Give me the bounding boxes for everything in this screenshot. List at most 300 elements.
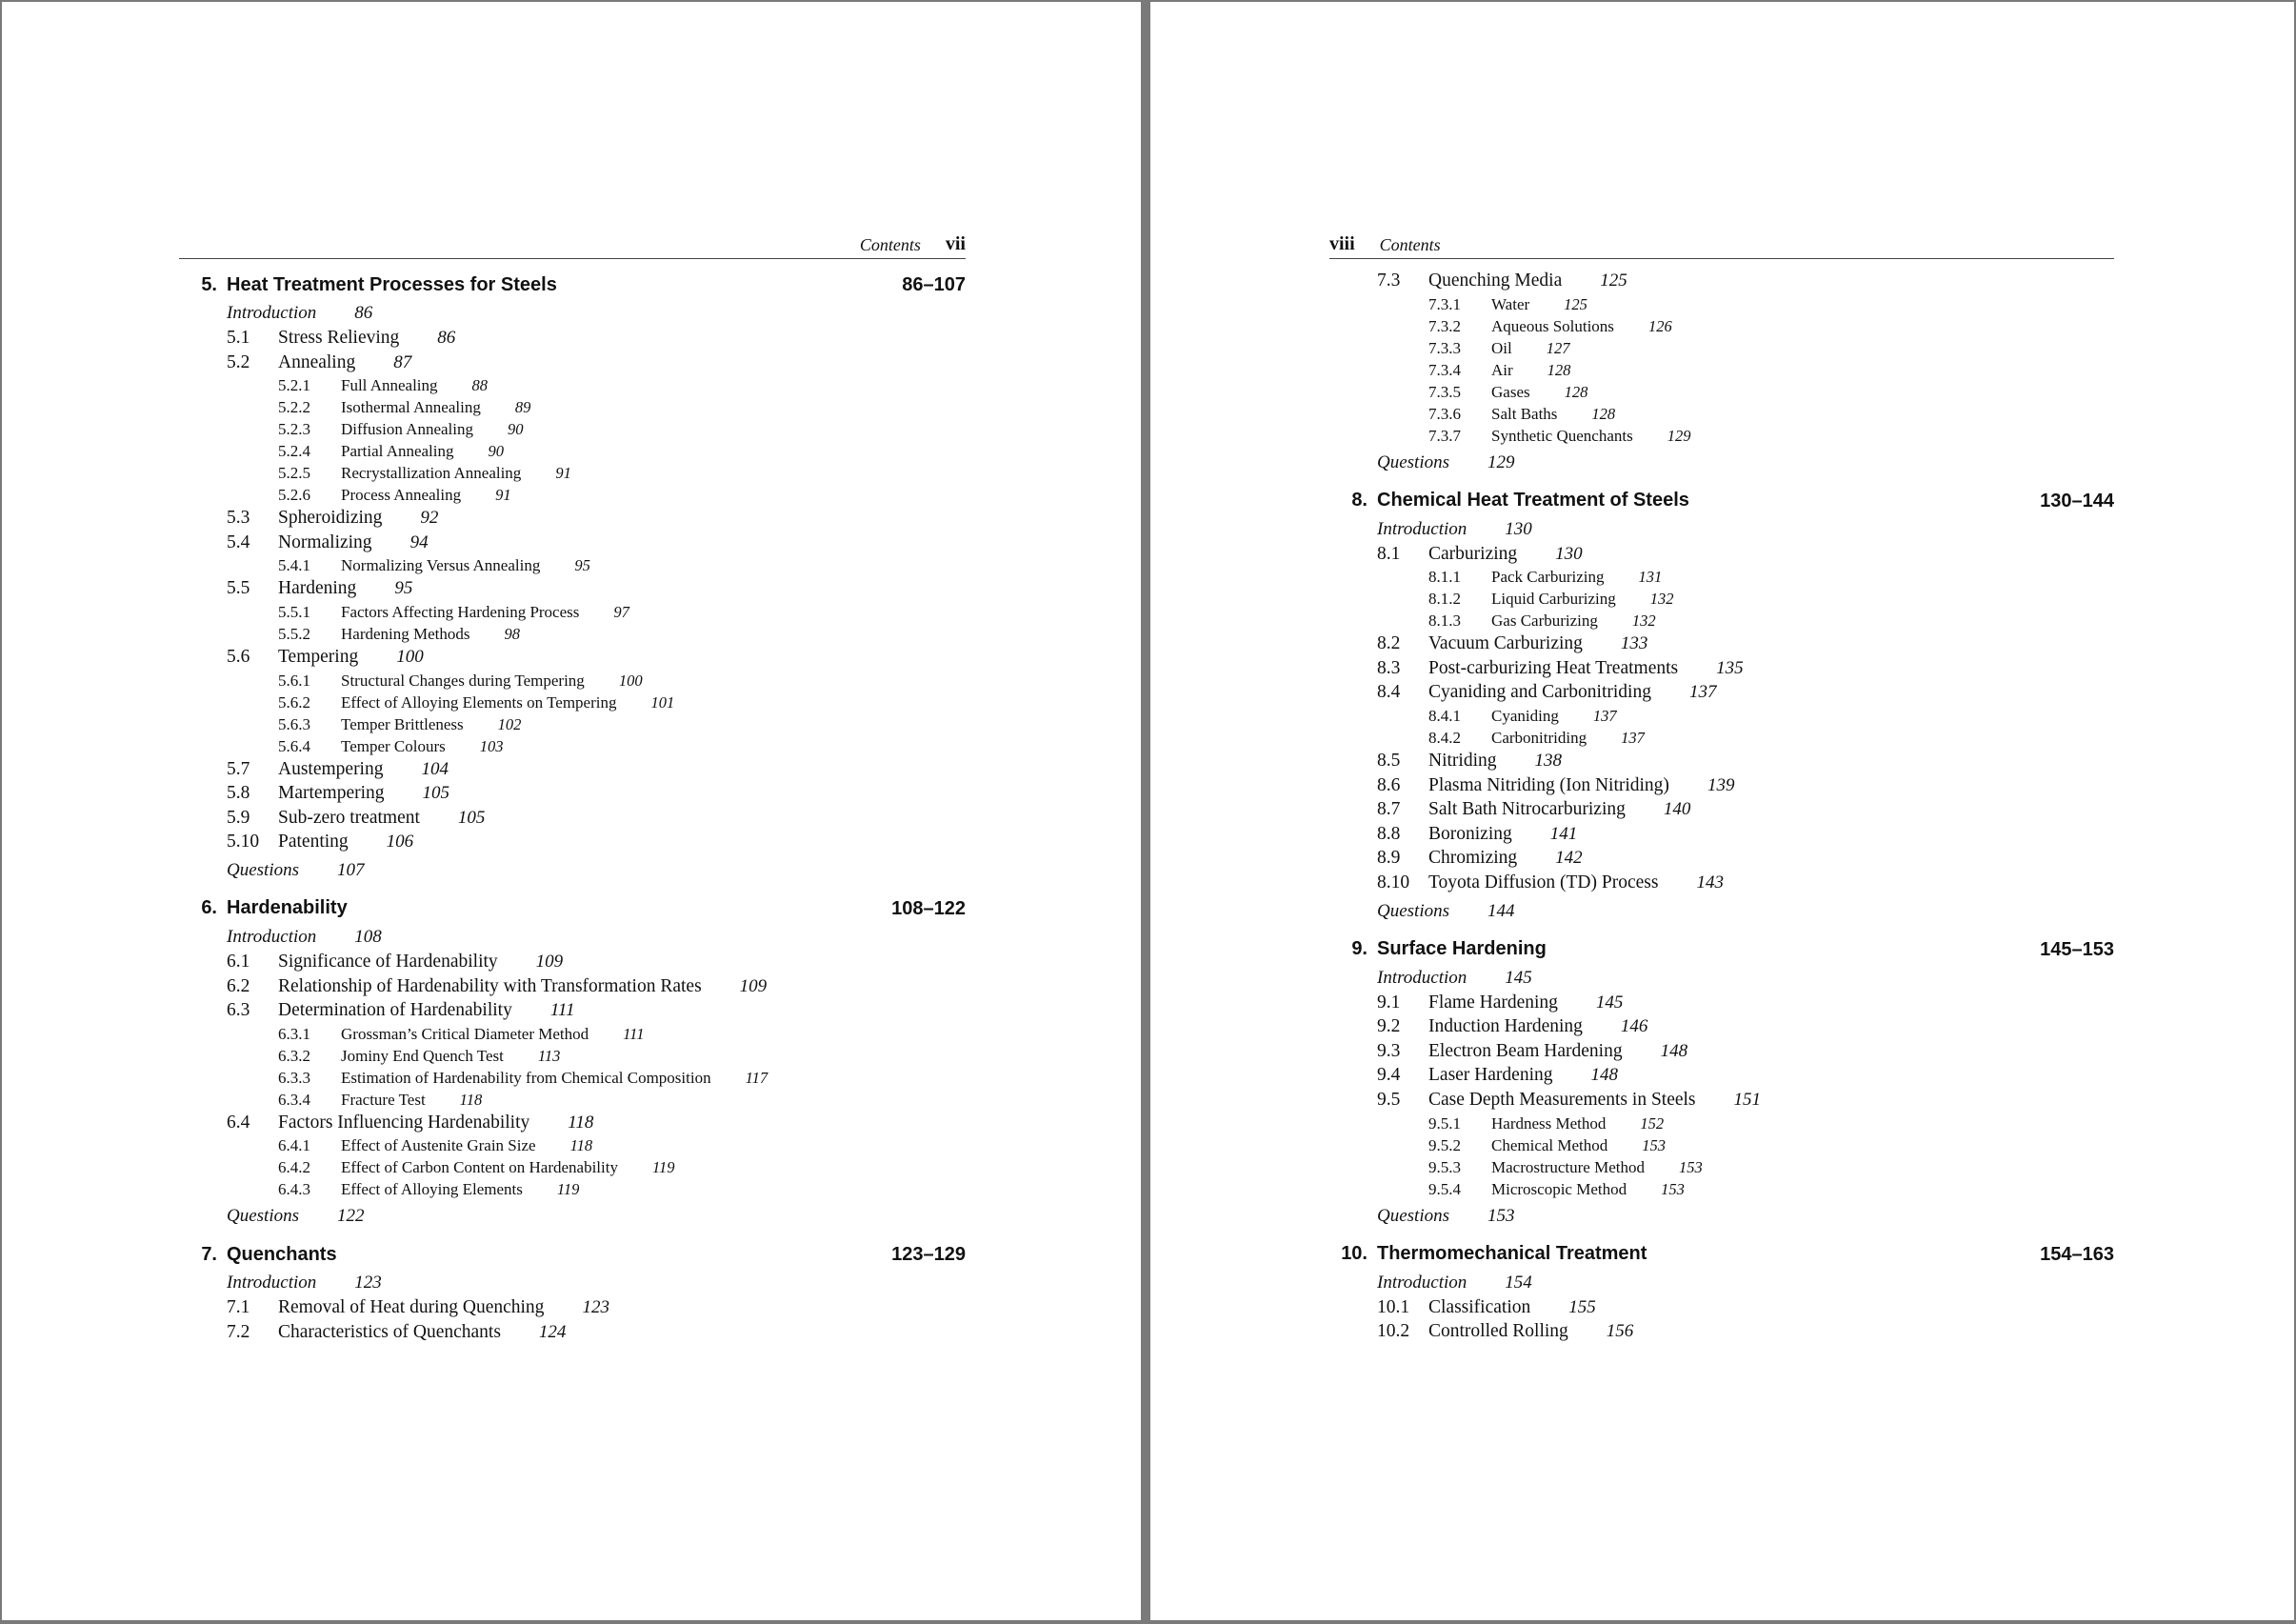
entry-page: 98: [504, 624, 521, 643]
entry-page: 119: [651, 1158, 675, 1177]
entry-title: Pack Carburizing: [1491, 568, 1605, 587]
entry-title: Normalizing: [278, 531, 372, 552]
entry-title: Removal of Heat during Quenching: [278, 1297, 545, 1318]
entry-number: 6.1: [227, 951, 250, 972]
toc-section: [179, 781, 966, 806]
entry-number: 5.5.2: [278, 624, 310, 643]
chapter-number: 5.: [201, 273, 217, 295]
chapter-title: Chemical Heat Treatment of Steels: [1377, 490, 1689, 511]
entry-page: 103: [479, 736, 504, 755]
entry-title: Normalizing Versus Annealing: [341, 556, 541, 575]
entry-title: Temper Colours: [341, 736, 446, 755]
toc-subsection: [179, 1067, 966, 1089]
toc-section: [179, 806, 966, 831]
toc-subsection: [179, 692, 966, 713]
entry-title: Estimation of Hardenability from Chemical Composition: [341, 1068, 711, 1087]
chapter-page-range: 145–153: [2040, 938, 2114, 960]
toc-subsection: [179, 484, 966, 506]
entry-title: Salt Baths: [1491, 404, 1558, 423]
toc-section: [1329, 632, 2114, 656]
toc-section: [1329, 1088, 2114, 1113]
entry-number: 5.2.4: [278, 442, 310, 461]
entry-number: 5.4.1: [278, 556, 310, 575]
entry-title: Stress Relieving: [278, 328, 400, 348]
entry-number: 7.3.5: [1428, 382, 1461, 401]
entry-page: 138: [1534, 750, 1562, 771]
entry-title: Annealing: [278, 351, 356, 372]
entry-title: Aqueous Solutions: [1491, 316, 1614, 335]
toc-subsection: [179, 1089, 966, 1111]
entry-title: Questions: [1377, 1205, 1449, 1226]
entry-page: 129: [1667, 426, 1691, 445]
page-number: viii: [1329, 233, 1355, 254]
entry-page: 128: [1564, 382, 1588, 401]
toc-section: [1329, 991, 2114, 1015]
chapter-title: Thermomechanical Treatment: [1377, 1243, 1647, 1264]
toc-questions: [1329, 899, 2114, 924]
entry-number: 9.4: [1377, 1065, 1401, 1086]
entry-number: 5.5: [227, 578, 250, 599]
entry-page: 153: [1661, 1179, 1685, 1198]
toc-subsection: [1329, 1178, 2114, 1200]
table-of-contents: [1329, 269, 2114, 1344]
entry-page: 125: [1600, 271, 1627, 291]
entry-title: Introduction: [227, 303, 317, 323]
entry-page: 139: [1707, 774, 1735, 795]
entry-title: Macrostructure Method: [1491, 1157, 1645, 1176]
entry-number: 7.2: [227, 1321, 250, 1342]
entry-number: 8.6: [1377, 774, 1401, 795]
entry-page: 101: [650, 692, 675, 712]
toc-introduction: [179, 925, 966, 950]
toc-subsection: [1329, 315, 2114, 337]
toc-subsection: [179, 670, 966, 692]
entry-number: 5.8: [227, 783, 250, 804]
toc-section: [179, 1295, 966, 1320]
entry-title: Effect of Carbon Content on Hardenability: [341, 1158, 618, 1177]
toc-section: [1329, 656, 2114, 681]
entry-page: 128: [1547, 360, 1571, 379]
entry-number: 6.4.1: [278, 1136, 310, 1155]
entry-title: Introduction: [227, 926, 317, 947]
entry-number: 5.6.3: [278, 714, 310, 733]
entry-title: Determination of Hardenability: [278, 1000, 512, 1021]
entry-page: 155: [1568, 1296, 1596, 1317]
toc-questions: [179, 1204, 966, 1229]
toc-subsection: [179, 1156, 966, 1178]
chapter-page-range: 130–144: [2040, 490, 2114, 511]
chapter-number: 10.: [1341, 1243, 1368, 1264]
entry-title: Questions: [1377, 451, 1449, 472]
entry-number: 6.3: [227, 1000, 250, 1021]
entry-number: 9.3: [1377, 1040, 1401, 1061]
entry-title: Martempering: [278, 783, 385, 804]
entry-page: 119: [556, 1180, 580, 1199]
toc-questions: [179, 858, 966, 883]
entry-page: 113: [537, 1046, 561, 1065]
toc-subsection: [1329, 1113, 2114, 1134]
entry-number: 8.3: [1377, 657, 1401, 678]
entry-title: Cyaniding: [1491, 706, 1559, 725]
entry-page: 95: [394, 578, 413, 599]
entry-title: Tempering: [278, 646, 359, 667]
entry-number: 5.6.1: [278, 671, 310, 690]
entry-number: 5.2.6: [278, 486, 310, 505]
entry-number: 7.3.3: [1428, 338, 1461, 357]
toc-subsection: [179, 1023, 966, 1045]
toc-section: [179, 326, 966, 351]
toc-subsection: [1329, 1156, 2114, 1178]
toc-subsection: [179, 374, 966, 396]
chapter-page-range: 154–163: [2040, 1243, 2114, 1265]
entry-page: 90: [507, 420, 524, 439]
right-page: [1150, 2, 2294, 1620]
entry-page: 118: [568, 1112, 594, 1133]
entry-title: Process Annealing: [341, 486, 462, 505]
toc-subsection: [1329, 425, 2114, 447]
toc-section: [1329, 680, 2114, 705]
entry-title: Oil: [1491, 338, 1512, 357]
entry-number: 6.4: [227, 1112, 250, 1133]
entry-number: 6.4.2: [278, 1158, 310, 1177]
toc-subsection: [1329, 588, 2114, 610]
entry-number: 5.2.1: [278, 376, 310, 395]
toc-section: [1329, 1319, 2114, 1344]
toc-section: [1329, 822, 2114, 847]
entry-page: 105: [457, 807, 486, 828]
entry-page: 137: [1621, 728, 1645, 747]
entry-title: Electron Beam Hardening: [1428, 1040, 1623, 1061]
chapter-title: Heat Treatment Processes for Steels: [227, 273, 557, 295]
entry-title: Salt Bath Nitrocarburizing: [1428, 799, 1626, 820]
entry-page: 140: [1663, 799, 1691, 820]
entry-page: 130: [1555, 543, 1583, 564]
entry-number: 8.4.1: [1428, 706, 1461, 725]
entry-page: 94: [409, 531, 429, 552]
entry-page: 105: [422, 783, 450, 804]
entry-title: Quenching Media: [1428, 271, 1563, 291]
entry-number: 8.1.1: [1428, 568, 1461, 587]
entry-title: Relationship of Hardenability with Transformation Rates: [278, 975, 702, 996]
entry-number: 6.3.1: [278, 1024, 310, 1043]
toc-subsection: [179, 623, 966, 645]
entry-title: Hardening Methods: [341, 624, 470, 643]
toc-subsection: [179, 462, 966, 484]
entry-page: 88: [471, 376, 489, 395]
entry-number: 8.7: [1377, 799, 1401, 820]
entry-page: 135: [1716, 657, 1744, 678]
entry-number: 6.4.3: [278, 1180, 310, 1199]
entry-title: Flame Hardening: [1428, 992, 1558, 1012]
entry-page: 127: [1546, 338, 1570, 357]
entry-number: 5.2.3: [278, 420, 310, 439]
entry-number: 8.5: [1377, 750, 1401, 771]
entry-title: Spheroidizing: [278, 508, 383, 529]
entry-title: Fracture Test: [341, 1090, 426, 1109]
toc-chapter: [1329, 933, 2114, 966]
entry-page: 137: [1592, 706, 1617, 725]
entry-title: Significance of Hardenability: [278, 951, 498, 972]
page-header: [179, 231, 966, 259]
entry-page: 128: [1591, 404, 1616, 423]
toc-section: [179, 1320, 966, 1345]
entry-title: Post-carburizing Heat Treatments: [1428, 657, 1679, 678]
chapter-number: 8.: [1351, 490, 1368, 511]
toc-subsection: [179, 1178, 966, 1200]
entry-number: 9.5.4: [1428, 1179, 1461, 1198]
entry-title: Introduction: [1377, 518, 1467, 539]
toc-chapter: [179, 269, 966, 301]
entry-title: Questions: [1377, 900, 1449, 921]
toc-section: [179, 757, 966, 782]
toc-section: [179, 531, 966, 555]
entry-number: 5.1: [227, 328, 250, 348]
toc-section: [179, 974, 966, 999]
entry-page: 90: [488, 442, 505, 461]
entry-number: 10.1: [1377, 1296, 1410, 1317]
entry-title: Sub-zero treatment: [278, 807, 420, 828]
entry-page: 141: [1549, 823, 1578, 844]
toc-subsection: [179, 713, 966, 735]
entry-page: 108: [354, 926, 382, 947]
entry-number: 5.2.5: [278, 464, 310, 483]
entry-page: 117: [745, 1068, 769, 1087]
chapter-number: 9.: [1351, 938, 1368, 960]
entry-page: 151: [1733, 1089, 1762, 1110]
running-head: Contents: [859, 235, 921, 254]
entry-page: 145: [1595, 992, 1624, 1012]
entry-number: 6.3.3: [278, 1068, 310, 1087]
chapter-title: Hardenability: [227, 897, 348, 919]
entry-page: 123: [354, 1273, 382, 1293]
entry-title: Full Annealing: [341, 376, 438, 395]
entry-title: Chromizing: [1428, 848, 1518, 869]
entry-page: 87: [393, 351, 412, 372]
toc-subsection: [179, 1045, 966, 1067]
entry-title: Structural Changes during Tempering: [341, 671, 585, 690]
entry-number: 5.2.2: [278, 398, 310, 417]
toc-section: [1329, 269, 2114, 293]
entry-title: Jominy End Quench Test: [341, 1046, 504, 1065]
toc-subsection: [1329, 293, 2114, 315]
entry-page: 156: [1606, 1321, 1634, 1342]
toc-chapter: [1329, 485, 2114, 517]
entry-page: 144: [1487, 900, 1515, 921]
entry-number: 8.10: [1377, 872, 1410, 892]
entry-page: 118: [569, 1136, 593, 1155]
entry-title: Air: [1491, 360, 1513, 379]
toc-section: [179, 1111, 966, 1135]
entry-title: Laser Hardening: [1428, 1065, 1553, 1086]
entry-number: 9.5: [1377, 1089, 1401, 1110]
toc-introduction: [179, 1271, 966, 1295]
entry-number: 6.2: [227, 975, 250, 996]
entry-number: 8.4: [1377, 682, 1401, 703]
entry-page: 109: [535, 951, 564, 972]
entry-title: Microscopic Method: [1491, 1179, 1627, 1198]
entry-title: Nitriding: [1428, 750, 1497, 771]
entry-number: 5.7: [227, 758, 250, 779]
entry-number: 7.3.4: [1428, 360, 1461, 379]
toc-questions: [1329, 451, 2114, 475]
toc-subsection: [1329, 403, 2114, 425]
entry-title: Introduction: [227, 1273, 317, 1293]
entry-title: Chemical Method: [1491, 1135, 1608, 1154]
toc-section: [1329, 1063, 2114, 1088]
toc-section: [1329, 871, 2114, 895]
entry-page: 153: [1487, 1205, 1515, 1226]
entry-title: Factors Influencing Hardenability: [278, 1112, 530, 1133]
entry-page: 124: [538, 1321, 567, 1342]
entry-number: 7.3.2: [1428, 316, 1461, 335]
entry-page: 153: [1642, 1135, 1667, 1154]
entry-page: 102: [497, 714, 522, 733]
entry-page: 100: [396, 646, 424, 667]
entry-title: Carbonitriding: [1491, 728, 1587, 747]
entry-title: Hardening: [278, 578, 357, 599]
toc-subsection: [179, 418, 966, 440]
toc-introduction: [1329, 966, 2114, 991]
entry-title: Grossman’s Critical Diameter Method: [341, 1024, 589, 1043]
toc-chapter: [179, 892, 966, 925]
table-of-contents: [179, 269, 966, 1345]
entry-page: 89: [514, 398, 531, 417]
toc-section: [1329, 1295, 2114, 1320]
entry-number: 9.5.3: [1428, 1157, 1461, 1176]
entry-number: 5.3: [227, 508, 250, 529]
entry-title: Diffusion Annealing: [341, 420, 473, 439]
entry-page: 153: [1678, 1157, 1703, 1176]
entry-page: 91: [495, 486, 511, 505]
entry-number: 8.1.3: [1428, 612, 1461, 631]
entry-title: Effect of Austenite Grain Size: [341, 1136, 536, 1155]
toc-section: [1329, 846, 2114, 871]
entry-page: 86: [437, 328, 456, 348]
toc-section: [179, 830, 966, 854]
entry-title: Introduction: [1377, 967, 1467, 988]
entry-page: 146: [1620, 1016, 1648, 1037]
entry-title: Liquid Carburizing: [1491, 590, 1616, 609]
entry-page: 118: [459, 1090, 483, 1109]
entry-title: Vacuum Carburizing: [1428, 633, 1583, 654]
entry-title: Plasma Nitriding (Ion Nitriding): [1428, 774, 1669, 795]
toc-subsection: [1329, 610, 2114, 632]
toc-subsection: [1329, 337, 2114, 359]
entry-page: 129: [1487, 451, 1515, 472]
toc-subsection: [1329, 566, 2114, 588]
entry-page: 95: [574, 556, 590, 575]
entry-title: Gases: [1491, 382, 1530, 401]
entry-page: 142: [1555, 848, 1583, 869]
entry-page: 111: [623, 1024, 645, 1043]
entry-number: 8.8: [1377, 823, 1401, 844]
entry-page: 132: [1649, 590, 1674, 609]
entry-page: 130: [1505, 518, 1532, 539]
entry-number: 5.6.2: [278, 692, 310, 712]
entry-page: 104: [421, 758, 449, 779]
toc-subsection: [1329, 381, 2114, 403]
entry-number: 5.5.1: [278, 602, 310, 621]
entry-page: 111: [549, 1000, 575, 1021]
chapter-number: 6.: [201, 897, 217, 919]
chapter-page-range: 123–129: [891, 1244, 966, 1266]
entry-number: 9.2: [1377, 1016, 1401, 1037]
toc-subsection: [179, 554, 966, 576]
entry-number: 5.6.4: [278, 736, 310, 755]
toc-introduction: [1329, 517, 2114, 542]
entry-title: Recrystallization Annealing: [341, 464, 522, 483]
toc-section: [179, 576, 966, 601]
entry-number: 5.9: [227, 807, 250, 828]
entry-title: Toyota Diffusion (TD) Process: [1428, 872, 1659, 892]
toc-subsection: [1329, 1134, 2114, 1156]
toc-questions: [1329, 1204, 2114, 1229]
entry-page: 86: [354, 303, 373, 323]
toc-section: [1329, 1014, 2114, 1039]
entry-title: Questions: [227, 1206, 299, 1227]
entry-page: 131: [1638, 568, 1663, 587]
entry-title: Gas Carburizing: [1491, 612, 1598, 631]
chapter-page-range: 108–122: [891, 897, 966, 919]
entry-page: 97: [613, 602, 629, 621]
entry-title: Controlled Rolling: [1428, 1321, 1568, 1342]
entry-page: 107: [337, 859, 365, 880]
entry-number: 5.10: [227, 832, 260, 852]
entry-number: 6.3.4: [278, 1090, 310, 1109]
entry-page: 100: [618, 671, 643, 690]
toc-section: [179, 351, 966, 375]
entry-number: 8.9: [1377, 848, 1401, 869]
entry-number: 7.1: [227, 1297, 250, 1318]
entry-title: Isothermal Annealing: [341, 398, 481, 417]
chapter-title: Quenchants: [227, 1243, 337, 1265]
entry-title: Effect of Alloying Elements: [341, 1180, 523, 1199]
entry-page: 145: [1505, 967, 1532, 988]
entry-number: 10.2: [1377, 1321, 1410, 1342]
chapter-page-range: 86–107: [902, 274, 966, 295]
entry-title: Partial Annealing: [341, 442, 454, 461]
entry-title: Classification: [1428, 1296, 1531, 1317]
left-page: [2, 2, 1141, 1620]
entry-title: Patenting: [278, 832, 349, 852]
chapter-title: Surface Hardening: [1377, 938, 1547, 960]
running-head: Contents: [1379, 235, 1441, 254]
toc-subsection: [1329, 727, 2114, 749]
page-number: vii: [945, 233, 966, 254]
entry-number: 5.2: [227, 351, 250, 372]
entry-page: 91: [555, 464, 571, 483]
entry-number: 8.1.2: [1428, 590, 1461, 609]
page-header: [1329, 231, 2114, 259]
entry-title: Characteristics of Quenchants: [278, 1321, 501, 1342]
entry-number: 9.5.1: [1428, 1113, 1461, 1133]
entry-page: 125: [1564, 294, 1587, 313]
toc-chapter: [179, 1238, 966, 1271]
entry-number: 5.4: [227, 531, 250, 552]
entry-page: 126: [1647, 316, 1672, 335]
entry-number: 7.3.7: [1428, 426, 1461, 445]
entry-number: 5.6: [227, 646, 250, 667]
entry-title: Cyaniding and Carbonitriding: [1428, 682, 1651, 703]
entry-page: 123: [582, 1297, 609, 1318]
toc-section: [1329, 1039, 2114, 1064]
toc-section: [179, 950, 966, 974]
entry-title: Induction Hardening: [1428, 1016, 1583, 1037]
entry-page: 133: [1620, 633, 1648, 654]
entry-number: 8.4.2: [1428, 728, 1461, 747]
entry-title: Questions: [227, 859, 299, 880]
entry-page: 154: [1505, 1272, 1532, 1293]
